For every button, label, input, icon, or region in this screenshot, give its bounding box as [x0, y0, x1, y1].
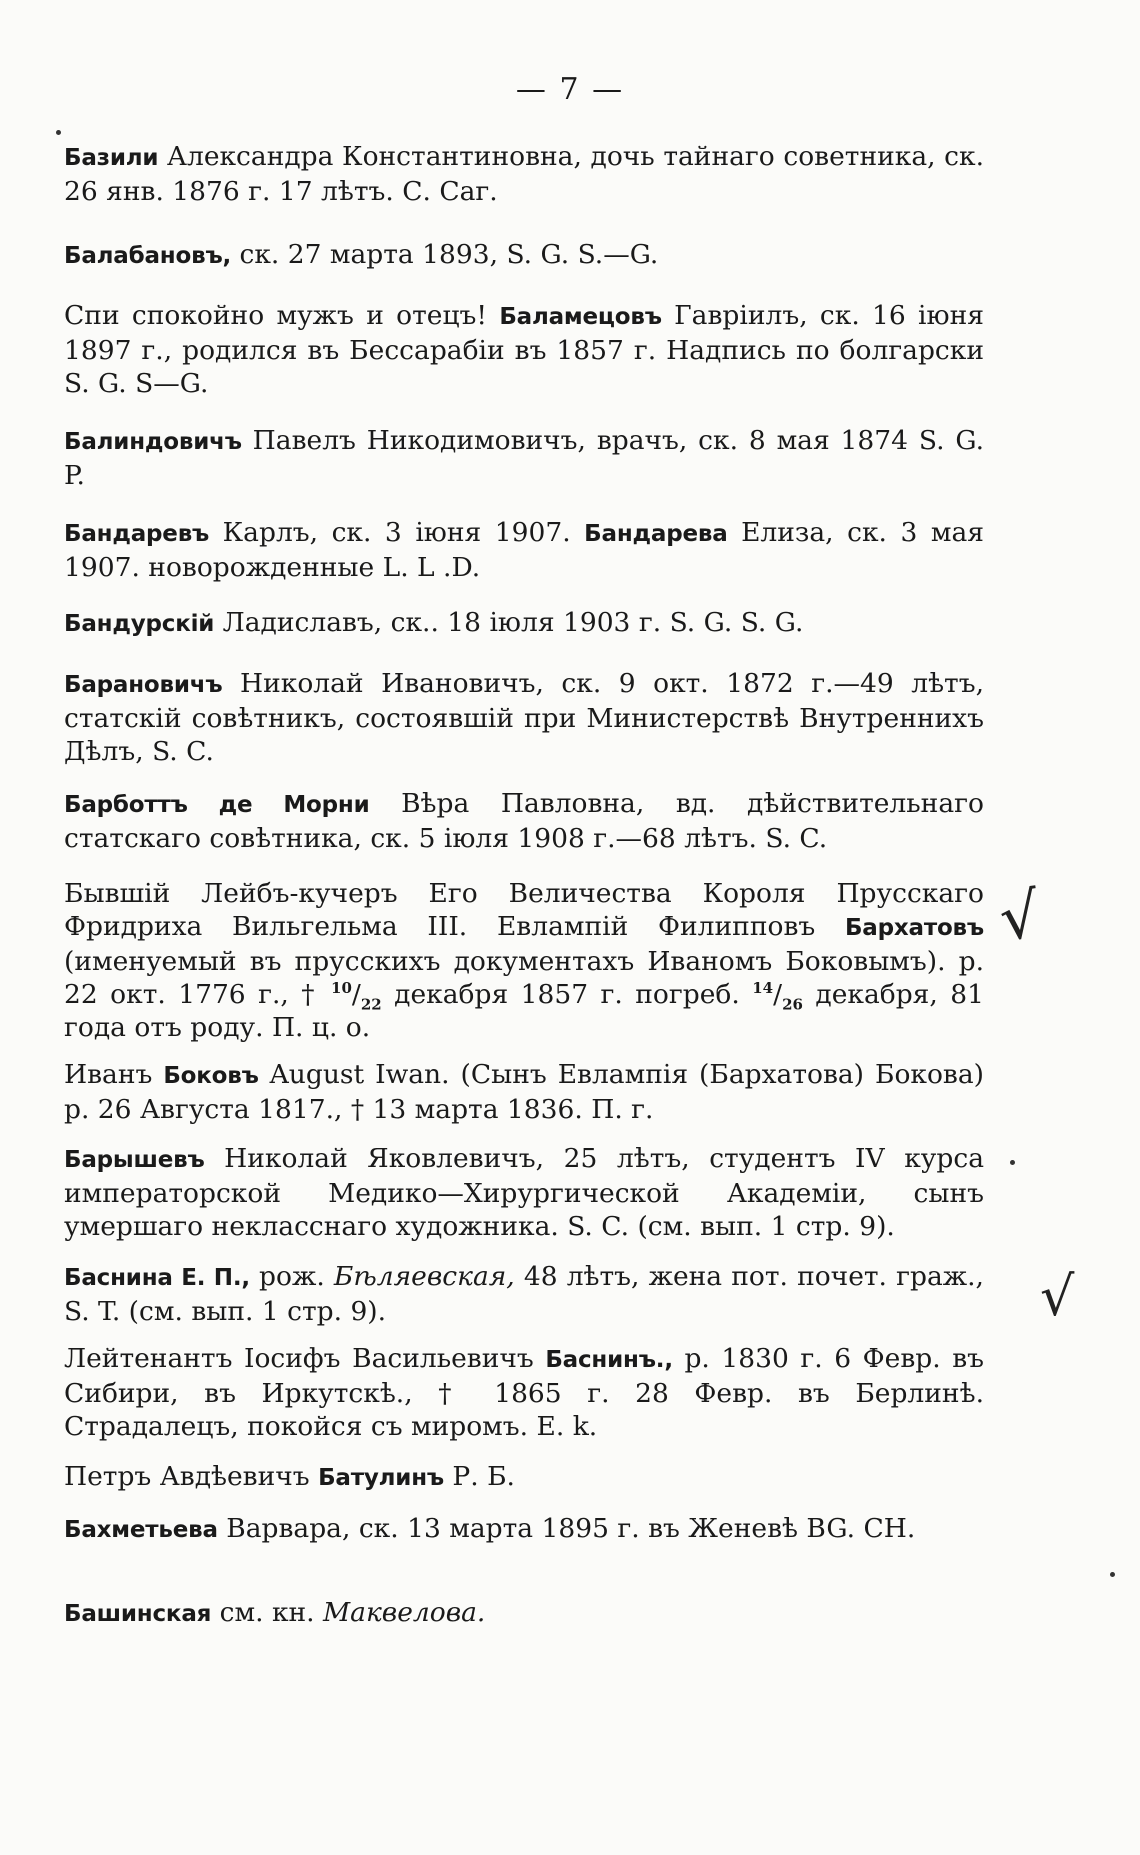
date-sub-2: 26 [782, 995, 803, 1014]
entry-text: ск. 27 марта 1893, S. G. S.—G. [231, 239, 659, 270]
entry-name: Боковъ [163, 1063, 259, 1089]
entry-balindovich [64, 424, 984, 492]
entry-name: Барановичъ [64, 672, 223, 698]
entry-bandarev [64, 516, 984, 584]
entry-bashinskaya [64, 1596, 984, 1631]
entry-name: Базили [64, 145, 159, 171]
entry-text: Ладиславъ, ск.. 18 іюля 1903 г. S. G. S. G. [214, 607, 804, 638]
entry-bakhmeteva [64, 1512, 984, 1547]
date-sup-2: 14 [752, 979, 774, 998]
scan-speck [1010, 1160, 1015, 1165]
entry-balabanov [64, 238, 984, 273]
entry-name: Барботтъ де Морни [64, 792, 370, 818]
entry-text: Александра Константиновна, дочь тайнаго советника, ск. 26 янв. 1876 г. 17 лѣтъ. С. Саг. [64, 141, 984, 207]
checkmark-icon: √ [995, 877, 1045, 956]
date-sup-1: 10 [331, 979, 352, 998]
entry-name: Батулинъ [318, 1465, 444, 1491]
entry-text: р. 1830 г. 6 Февр. въ Сибири, въ Иркутскѣ., † 1865 г. 28 Февр. въ Берлинѣ. Страдалецъ, покойся съ миромъ. Е. k. [64, 1343, 984, 1442]
entry-text-2: Елиза, ск. 3 мая 1907. новорожденные L. L .D. [64, 517, 984, 583]
entry-prefix: Лейтенантъ Іосифъ Васильевичъ [64, 1343, 546, 1374]
page-number: — 7 — [515, 72, 625, 107]
entry-barbott [64, 787, 984, 855]
entry-text: Павелъ Никодимовичъ, врачъ, ск. 8 мая 1874 S. G. P. [64, 425, 984, 491]
entry-name: Балиндовичъ [64, 429, 242, 455]
entry-bazili [64, 140, 984, 208]
entry-baranovich [64, 667, 984, 768]
entry-bokov [64, 1058, 984, 1126]
entry-prefix: Бывшій Лейбъ-кучеръ Его Величества Короля Прусскаго Фридриха Вильгельма III. Евлампій Филипповъ [64, 878, 984, 942]
entry-name: Бандурскій [64, 611, 215, 637]
entry-name: Баснина Е. П., [64, 1265, 250, 1291]
entry-name: Баснинъ., [545, 1347, 673, 1373]
entry-baryshev [64, 1142, 984, 1243]
entry-name: Барышевъ [64, 1147, 205, 1173]
scan-speck [56, 130, 61, 135]
entry-prefix: Петръ Авдѣевичъ [64, 1461, 319, 1492]
entry-basnin [64, 1342, 984, 1443]
scan-speck [1110, 1572, 1115, 1577]
entry-barkhatov: Бывшій Лейбъ-кучеръ Его Величества Короля Прусскаго Фридриха Вильгельма III. Евлампій Филипповъ Бархатовъ (именуемый въ прусскихъ документахъ Иваномъ Боковымъ). р. 22 окт. 1776 г., † $^{10}/_{22}$ декабря 1857 г. погреб. $^{14}/_{26}$ декабря, 81 года отъ роду. П. ц. о. [64, 878, 984, 1043]
entry-prefix: Спи спокойно мужъ и отецъ! [64, 300, 500, 331]
entry-balametsov [64, 299, 984, 400]
entry-text-2: 48 лѣтъ, жена пот. почет. граж., S. T. (см. вып. 1 стр. 9). [64, 1261, 984, 1327]
entry-text: Вѣра Павловна, вд. дѣйствительнаго статскаго совѣтника, ск. 5 іюля 1908 г.—68 лѣтъ. S. C. [64, 788, 984, 854]
entry-text: Николай Яковлевичъ, 25 лѣтъ, студентъ IV курса императорской Медико—Хирургической Академіи, сынъ умершаго некласснаго художника. S. C. (см. вып. 1 стр. 9). [64, 1143, 984, 1242]
entry-italic: Бѣляевская, [333, 1261, 515, 1292]
entry-text: Николай Ивановичъ, ск. 9 окт. 1872 г.—49 лѣтъ, статскій совѣтникъ, состоявшій при Министерствѣ Внутреннихъ Дѣлъ, S. C. [64, 668, 984, 767]
entry-name: Бандаревъ [64, 521, 210, 547]
entry-text: (именуемый въ прусскихъ документахъ Иваномъ Боковымъ). р. 22 окт. 1776 г., † [64, 946, 984, 1010]
checkmark-icon: √ [1040, 1265, 1075, 1328]
entry-basnina [64, 1260, 984, 1328]
entry-text: рож. [249, 1261, 334, 1292]
entry-italic: Маквелова. [323, 1597, 486, 1628]
entry-text-2: декабря 1857 г. погреб. [381, 979, 753, 1010]
entry-prefix: Иванъ [64, 1059, 164, 1090]
entry-text: Карлъ, ск. 3 іюня 1907. [209, 517, 585, 548]
entry-text: Гавріилъ, ск. 16 іюня 1897 г., родился въ Бессарабіи въ 1857 г. Надпись по болгарски S. G. S—G. [64, 300, 984, 399]
entry-name: Баламецовъ [499, 304, 662, 330]
date-sub-1: 22 [360, 995, 382, 1014]
entry-text: Варвара, ск. 13 марта 1895 г. въ Женевѣ BG. CH. [217, 1513, 916, 1544]
entry-name: Балабановъ, [64, 243, 232, 269]
entry-text-3: декабря, 81 года отъ роду. П. ц. о. [64, 979, 984, 1043]
entry-name: Бархатовъ [844, 915, 984, 941]
entry-name: Башинская [64, 1601, 212, 1627]
entry-text: Р. Б. [443, 1461, 515, 1492]
entry-text: August Iwan. (Сынъ Евлампія (Бархатова) Бокова) р. 26 Августа 1817., † 13 марта 1836. П. г. [64, 1059, 984, 1125]
entry-bandursky [64, 606, 984, 641]
entry-batulin [64, 1460, 984, 1495]
entry-name-2: Бандарева [584, 521, 728, 547]
entry-name: Бахметьева [64, 1517, 218, 1543]
entry-text: см. кн. [211, 1597, 324, 1628]
